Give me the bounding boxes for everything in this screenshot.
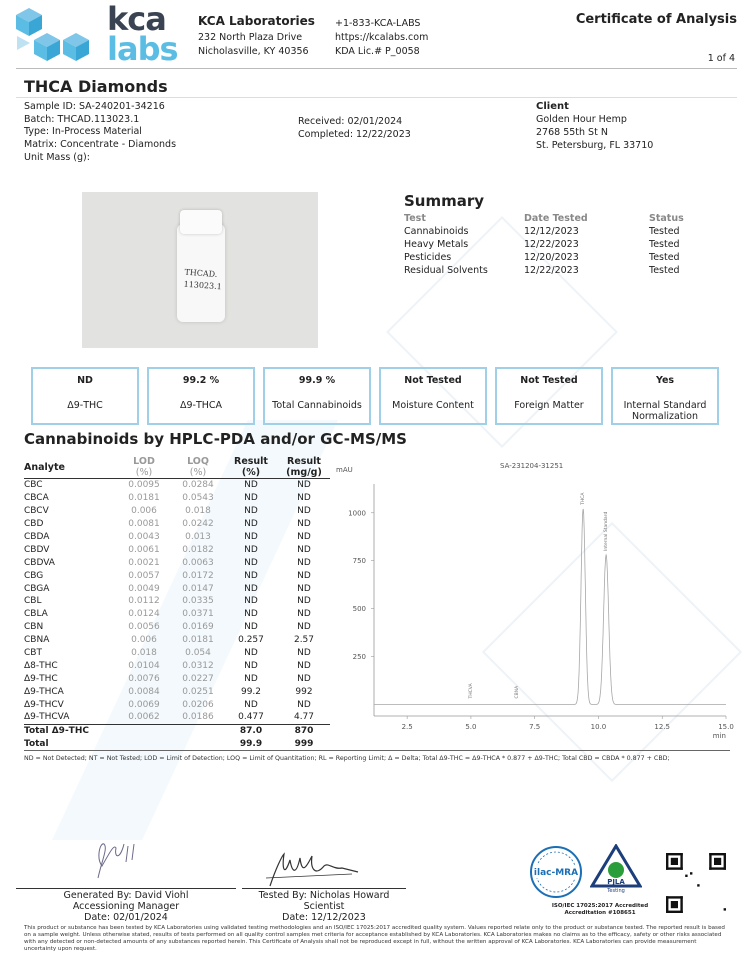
document-title: Certificate of Analysis — [575, 12, 737, 27]
lod-cell: 0.0104 — [128, 660, 160, 671]
lod-cell: 0.0049 — [128, 583, 160, 594]
loq-cell: 0.0543 — [182, 493, 214, 504]
pjla-sub-text: Testing — [607, 888, 625, 894]
vial-label-line: 113023.1 — [183, 279, 223, 292]
x-tick-label: 7.5 — [529, 723, 541, 731]
vial-label-line: THCAD. — [184, 267, 218, 279]
key-result-label: Internal Standard Normalization — [623, 400, 707, 422]
summary-cell: Tested — [649, 239, 680, 250]
y-axis-label: mAU — [336, 466, 353, 474]
result-pct-cell: ND — [244, 648, 258, 659]
analyte-cell: CBGA — [24, 583, 50, 594]
key-result-label: Total Cannabinoids — [272, 400, 362, 411]
lod-cell: 0.0061 — [128, 544, 160, 555]
analyte-cell: CBG — [24, 570, 44, 581]
key-result-box — [31, 367, 139, 425]
result-mg-cell: ND — [297, 493, 311, 504]
analyte-cell: Δ9-THCA — [24, 686, 64, 697]
loq-cell: 0.0335 — [182, 596, 214, 607]
loq-cell: 0.0242 — [182, 519, 214, 530]
result-pct-cell: ND — [244, 532, 258, 542]
result-mg-cell: ND — [297, 480, 311, 491]
footnote: ND = Not Detected; NT = Not Tested; LOD = Limit of Detection; LOQ = Limit of Quantitation; RL = Reporting Limit; Δ = Delta; Total Δ9-THC = Δ9-THCA * 0.877 + Δ9-THC; Total CBD = CBDA * 0.877 + CBD; — [24, 755, 670, 762]
analyte-cell: CBDA — [24, 532, 50, 542]
summary-cell: 12/20/2023 — [524, 252, 579, 263]
x-axis-label: min — [712, 732, 726, 740]
qr-code[interactable] — [666, 853, 726, 913]
address-line: 232 North Plaza Drive — [198, 32, 303, 43]
summary-cell: Tested — [649, 265, 680, 276]
loq-cell: 0.0172 — [182, 570, 214, 581]
summary-cell: 12/12/2023 — [524, 226, 579, 237]
summary-cell: 12/22/2023 — [524, 239, 579, 250]
key-result-box — [611, 367, 719, 425]
analyte-cell: CBLA — [24, 609, 48, 620]
website-link[interactable]: https://kcalabs.com — [335, 32, 429, 43]
result-pct-cell: ND — [244, 622, 258, 633]
result-pct-cell: ND — [244, 570, 258, 581]
analyte-cell: CBD — [24, 519, 44, 530]
table-row — [24, 531, 330, 544]
table-row — [24, 492, 330, 505]
table-row — [24, 647, 330, 660]
tested-date: Date: 12/12/2023 — [282, 912, 366, 923]
key-result-value: 99.2 % — [182, 375, 220, 386]
loq-cell: 0.0312 — [182, 660, 214, 671]
key-result-label: Moisture Content — [392, 400, 474, 411]
x-tick-label: 2.5 — [401, 723, 413, 731]
vial-label — [183, 267, 223, 294]
result-mg-cell: 4.77 — [293, 712, 315, 723]
y-tick-label: 750 — [352, 557, 366, 566]
logo-text-kca: kca — [107, 0, 166, 38]
sample-type: Type: In-Process Material — [24, 126, 142, 138]
peak-label: THCVA — [468, 683, 474, 699]
table-row — [24, 634, 330, 647]
cannabinoids-table — [24, 456, 330, 751]
accreditation-line: ISO/IEC 17025:2017 Accredited — [551, 903, 649, 909]
client-info — [536, 100, 653, 152]
logo-text-labs: labs — [107, 30, 178, 68]
summary-header: Date Tested — [524, 213, 588, 224]
result-mg-cell: ND — [297, 596, 311, 607]
x-tick-label: 12.5 — [654, 723, 671, 731]
lod-header — [116, 456, 172, 479]
loq-cell: 0.0182 — [182, 544, 214, 555]
key-result-value: ND — [77, 375, 93, 386]
result-pct-cell: 0.477 — [238, 712, 264, 723]
key-result-value: 99.9 % — [298, 375, 336, 386]
product-title: THCA Diamonds — [24, 77, 168, 96]
loq-cell: 0.0206 — [182, 699, 214, 710]
result-pct-cell: 87.0 — [224, 724, 278, 737]
result-mg-header — [278, 456, 330, 479]
analyte-cell: Total — [24, 739, 49, 750]
summary-table — [404, 212, 709, 277]
cannabinoids-title: Cannabinoids by HPLC-PDA and/or GC-MS/MS — [24, 430, 407, 448]
lod-cell: 0.0057 — [128, 570, 160, 581]
cube-logo-icon — [14, 6, 104, 68]
completed-date: Completed: 12/22/2023 — [298, 128, 411, 140]
y-tick-label: 1000 — [348, 509, 366, 518]
summary-cell: Cannabinoids — [404, 226, 469, 237]
result-mg-cell: ND — [297, 699, 311, 710]
peak-label: Internal Standard — [604, 511, 610, 551]
summary-cell: Pesticides — [404, 252, 452, 263]
loq-cell: 0.0181 — [182, 635, 214, 646]
result-mg-cell: ND — [297, 673, 311, 684]
chromatogram-trace — [374, 509, 726, 705]
table-row — [24, 505, 330, 518]
y-tick-label: 250 — [352, 653, 366, 662]
table-row — [24, 595, 330, 608]
x-tick-label: 15.0 — [718, 723, 734, 731]
result-mg-cell: ND — [297, 660, 311, 671]
result-pct-cell: ND — [244, 609, 258, 620]
signature-nicholas-howard — [262, 848, 362, 890]
accreditation-line: Accreditation #108651 — [564, 910, 636, 916]
key-result-box — [147, 367, 255, 425]
peak-label: CBNA — [514, 685, 520, 699]
analyte-cell: Δ9-THCV — [24, 699, 64, 710]
table-row — [24, 621, 330, 634]
loq-cell: 0.0169 — [182, 622, 214, 633]
loq-cell: 0.0371 — [182, 609, 214, 620]
loq-unit: (%) — [189, 467, 207, 478]
lod-cell — [116, 724, 172, 737]
table-row — [24, 608, 330, 621]
result-pct-header — [224, 456, 278, 479]
phone-number: +1-833-KCA-LABS — [335, 18, 421, 29]
loq-cell: 0.0063 — [182, 557, 214, 568]
analyte-header: Analyte — [24, 461, 65, 473]
analyte-cell: CBDVA — [24, 557, 55, 568]
result-pct-cell: ND — [244, 673, 258, 684]
ilac-mra-logo — [528, 846, 588, 902]
result-unit: (%) — [241, 467, 261, 478]
analyte-cell: CBC — [24, 480, 43, 491]
lab-contact — [335, 17, 428, 59]
result-mg-cell: ND — [297, 506, 311, 517]
x-tick-label: 10.0 — [590, 723, 607, 731]
footnote-divider — [24, 750, 730, 751]
result-mg-cell: ND — [297, 609, 311, 620]
lod-cell — [116, 738, 172, 751]
lod-cell: 0.006 — [131, 635, 157, 646]
received-date: Received: 02/01/2024 — [298, 116, 403, 127]
result-mg-cell: ND — [297, 648, 311, 659]
table-row — [24, 698, 330, 711]
client-name: Golden Hour Hemp — [536, 114, 627, 125]
table-row — [24, 479, 330, 492]
lod-cell: 0.0124 — [128, 609, 160, 620]
title-divider — [16, 97, 737, 98]
result-mg-cell: 2.57 — [293, 635, 315, 646]
generated-role: Accessioning Manager — [72, 901, 180, 912]
analyte-cell: CBCV — [24, 506, 49, 517]
key-result-box — [263, 367, 371, 425]
analyte-cell: Δ9-THC — [24, 673, 58, 684]
result-pct-cell: ND — [244, 480, 258, 491]
analyte-cell: CBNA — [24, 635, 50, 646]
result-pct-cell: ND — [244, 506, 258, 517]
disclaimer: This product or substance has been tested by KCA Laboratories using validated testing methodologies and an ISO/IEC 17025:2017 accredited quality system. Values reported relate only to the product or substance tested. The reported result is based on a sample weight. Unless otherwise stated, results of tests performed on all quality control samples met criteria for acceptance established by KCA Laboratories. KCA Laboratories makes no claims as to the efficacy, safety or other risks associated with any detected or non-detected amounts of any substances reported herein. This Certificate of Analysis shall not be reproduced except in full, without the written approval of KCA Laboratories. KCA Laboratories can provide measurement uncertainty upon request. — [24, 925, 725, 952]
summary-row — [404, 238, 709, 251]
key-result-box — [379, 367, 487, 425]
analyte-cell: CBDV — [24, 544, 50, 555]
client-street: 2768 55th St N — [536, 127, 608, 138]
summary-cell: Heavy Metals — [404, 239, 469, 250]
table-row — [24, 518, 330, 531]
sample-photo — [82, 192, 318, 348]
loq-header — [172, 456, 224, 479]
summary-cell: Residual Solvents — [404, 265, 488, 276]
table-row — [24, 659, 330, 672]
result-pct-cell: ND — [244, 583, 258, 594]
result-pct-cell: ND — [244, 544, 258, 555]
signature-line — [242, 888, 406, 889]
summary-row — [404, 251, 709, 264]
key-result-value: Not Tested — [520, 375, 578, 386]
result-mg-cell: ND — [297, 583, 311, 594]
lod-cell: 0.0181 — [128, 493, 160, 504]
lod-cell: 0.018 — [131, 648, 157, 659]
sample-details — [24, 101, 176, 165]
lod-cell: 0.0043 — [128, 532, 160, 542]
accreditation-text — [540, 903, 660, 917]
result-mg-cell: 992 — [295, 686, 313, 697]
analyte-cell: Total Δ9-THC — [24, 724, 116, 737]
lod-cell: 0.006 — [131, 506, 157, 517]
lod-cell: 0.0056 — [128, 622, 160, 633]
key-result-label: Δ9-THCA — [179, 400, 223, 411]
client-heading: Client — [536, 101, 569, 112]
unit-mass: Unit Mass (g): — [24, 151, 90, 163]
loq-cell — [172, 738, 224, 751]
analyte-cell: Δ9-THCVA — [24, 712, 70, 723]
lab-address — [198, 31, 309, 59]
address-line: Nicholasville, KY 40356 — [198, 46, 309, 57]
loq-cell: 0.0147 — [182, 583, 214, 594]
table-row — [24, 543, 330, 556]
summary-row — [404, 264, 709, 277]
chart-title: SA-231204-31251 — [500, 462, 564, 470]
tested-role: Scientist — [303, 901, 345, 912]
result-mg-cell: 999 — [294, 739, 314, 750]
result-pct-cell: ND — [244, 699, 258, 710]
lab-name: KCA Laboratories — [198, 14, 315, 28]
result-pct-cell: ND — [244, 557, 258, 568]
result-pct-cell: ND — [244, 596, 258, 607]
header-divider — [16, 68, 737, 69]
pjla-logo — [590, 844, 642, 894]
batch: Batch: THCAD.113023.1 — [24, 113, 140, 125]
lod-cell: 0.0021 — [128, 557, 160, 568]
result-pct-cell: 99.9 — [239, 739, 263, 750]
generated-by: Generated By: David Viohl — [63, 890, 189, 901]
total-row — [24, 724, 330, 737]
loq-cell: 0.018 — [185, 506, 211, 517]
summary-header: Test — [404, 213, 426, 224]
result-unit: (mg/g) — [286, 467, 322, 478]
y-tick-label: 500 — [352, 605, 366, 614]
summary-cell: Tested — [649, 252, 680, 263]
result-mg-cell: ND — [297, 622, 311, 633]
signature-line — [16, 888, 236, 889]
analyte-cell: CBL — [24, 596, 42, 607]
table-row — [24, 569, 330, 582]
table-row — [24, 582, 330, 595]
table-row — [24, 672, 330, 685]
summary-header: Status — [649, 213, 684, 224]
result-mg-cell: ND — [297, 544, 311, 555]
result-pct-cell: 99.2 — [240, 686, 262, 697]
analyte-cell: CBCA — [24, 493, 49, 504]
result-mg-cell: ND — [297, 519, 311, 530]
result-mg-cell: ND — [297, 570, 311, 581]
key-result-label: Δ9-THC — [67, 400, 103, 411]
key-result-value: Not Tested — [404, 375, 462, 386]
analyte-cell: Δ8-THC — [24, 660, 58, 671]
lod-cell: 0.0069 — [128, 699, 160, 710]
matrix: Matrix: Concentrate - Diamonds — [24, 139, 177, 151]
page-number: 1 of 4 — [707, 53, 735, 64]
generated-date: Date: 02/01/2024 — [84, 912, 168, 923]
key-result-value: Yes — [655, 375, 675, 386]
tested-by-block — [212, 890, 436, 923]
loq-cell: 0.0284 — [182, 480, 214, 491]
lod-cell: 0.0084 — [128, 686, 160, 697]
peak-label: THCA — [581, 492, 587, 505]
loq-cell: 0.0227 — [182, 673, 214, 684]
lod-cell: 0.0095 — [128, 480, 160, 491]
summary-cell: Tested — [649, 226, 680, 237]
loq-cell: 0.013 — [185, 532, 211, 542]
loq-cell: 0.0186 — [182, 712, 214, 723]
loq-cell: 0.0251 — [182, 686, 214, 697]
pjla-text: PJLA — [607, 878, 625, 886]
chromatogram-chart — [334, 454, 742, 744]
key-result-label: Foreign Matter — [514, 400, 584, 411]
summary-title: Summary — [404, 192, 485, 210]
table-row — [24, 556, 330, 569]
signature-david-viohl — [80, 838, 150, 886]
x-tick-label: 5.0 — [465, 723, 477, 731]
lod-cell: 0.0062 — [128, 712, 160, 723]
vial-cap — [180, 210, 222, 234]
result-pct-cell: ND — [244, 660, 258, 671]
analyte-cell: CBT — [24, 648, 42, 659]
result-mg-cell: ND — [297, 532, 311, 542]
tested-by: Tested By: Nicholas Howard — [258, 890, 390, 901]
lod-cell: 0.0112 — [128, 596, 160, 607]
ilac-text: ilac-MRA — [533, 868, 579, 878]
loq-cell: 0.054 — [185, 648, 211, 659]
summary-cell: 12/22/2023 — [524, 265, 579, 276]
sample-dates — [298, 116, 411, 141]
result-label: Result — [287, 456, 321, 467]
summary-row — [404, 225, 709, 238]
lod-cell: 0.0081 — [128, 519, 160, 530]
result-label: Result — [234, 456, 268, 467]
analyte-cell: CBN — [24, 622, 44, 633]
table-row — [24, 685, 330, 698]
key-result-box — [495, 367, 603, 425]
loq-label: LOQ — [187, 456, 209, 467]
table-row — [24, 711, 330, 724]
generated-by-block — [16, 890, 236, 923]
result-pct-cell: 0.257 — [238, 635, 264, 646]
result-mg-cell: ND — [297, 557, 311, 568]
client-city: St. Petersburg, FL 33710 — [536, 140, 654, 151]
result-mg-cell: 870 — [278, 724, 330, 737]
result-pct-cell: ND — [244, 493, 258, 504]
lod-unit: (%) — [135, 467, 153, 478]
license-number: KDA Lic.# P_0058 — [335, 46, 420, 57]
loq-cell — [172, 724, 224, 737]
result-pct-cell: ND — [244, 519, 258, 530]
kca-labs-logo — [14, 0, 184, 68]
total-row — [24, 738, 330, 751]
lod-label: LOD — [133, 456, 155, 467]
sample-id: Sample ID: SA-240201-34216 — [24, 101, 165, 112]
lod-cell: 0.0076 — [128, 673, 160, 684]
